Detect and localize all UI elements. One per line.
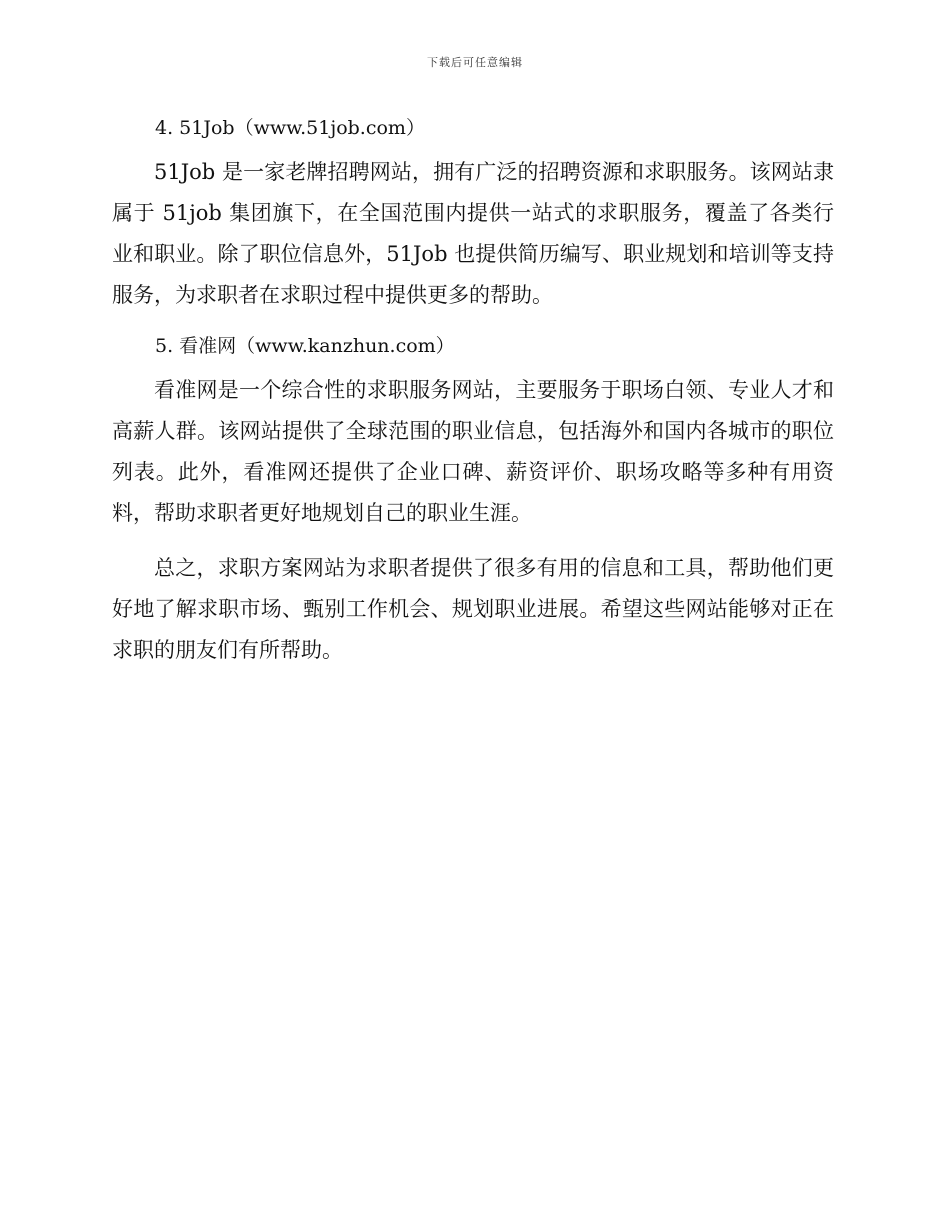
conclusion-paragraph: 总之，求职方案网站为求职者提供了很多有用的信息和工具，帮助他们更好地了解求职市场、甄别工作机会、规划职业进展。希望这些网站能够对正在求职的朋友们有所帮助。 xyxy=(112,556,834,662)
header-note: 下载后可任意编辑 xyxy=(427,56,523,69)
section-heading-51job: 4. 51Job（www.51job.com） xyxy=(155,117,425,139)
section-heading-kanzhun: 5. 看准网（www.kanzhun.com） xyxy=(155,335,455,357)
section-paragraph-51job: 51Job 是一家老牌招聘网站，拥有广泛的招聘资源和求职服务。该网站隶属于 51job 集团旗下，在全国范围内提供一站式的求职服务，覆盖了各类行业和职业。除了职位信息外，51Job 也提供简历编写、职业规划和培训等支持服务，为求职者在求职过程中提供更多的帮助。 xyxy=(112,160,834,307)
section-paragraph-kanzhun: 看准网是一个综合性的求职服务网站，主要服务于职场白领、专业人才和高薪人群。该网站提供了全球范围的职业信息，包括海外和国内各城市的职位列表。此外，看准网还提供了企业口碑、薪资评价、职场攻略等多种有用资料，帮助求职者更好地规划自己的职业生涯。 xyxy=(112,378,834,525)
document-body xyxy=(112,112,834,671)
